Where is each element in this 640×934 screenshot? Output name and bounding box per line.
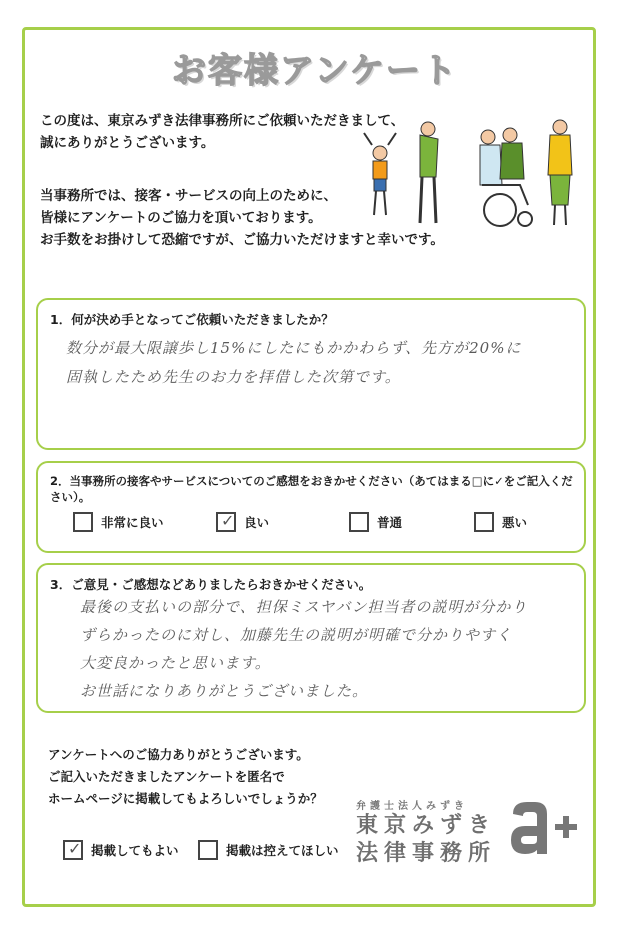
checkbox-checked[interactable] [216, 512, 236, 532]
question-1-answer-line: 固執したため先生のお力を拝借した次第です。 [66, 368, 401, 386]
rating-option-label: 悪い [502, 515, 528, 530]
checkbox[interactable] [349, 512, 369, 532]
rating-option-very-good[interactable] [73, 512, 164, 532]
publish-option-label: 掲載してもよい [91, 843, 179, 858]
publish-option-label: 掲載は控えてほしい [226, 843, 339, 858]
survey-title: お客様アンケート [172, 51, 458, 91]
closing-line: ご記入いただきましたアンケートを匿名で [48, 769, 285, 784]
intro-line: この度は、東京みずき法律事務所にご依頼いただきまして、 [40, 113, 405, 129]
staff-and-customers-illustration [350, 115, 590, 235]
question-3-answer-line: 大変良かったと思います。 [80, 654, 271, 672]
checkbox[interactable] [474, 512, 494, 532]
firm-name-line: 法律事務所 [356, 841, 497, 866]
rating-option-label: 普通 [377, 515, 403, 530]
publish-option-decline[interactable] [198, 840, 339, 860]
checkbox[interactable] [198, 840, 218, 860]
question-2-box [36, 461, 586, 553]
question-3-answer-line: お世話になりありがとうございました。 [80, 682, 369, 700]
rating-option-average[interactable] [349, 512, 402, 532]
intro-line: お手数をお掛けして恐縮ですが、ご協力いただけますと幸いです。 [40, 232, 444, 248]
bowing-staff-icon [420, 122, 438, 223]
question-1-label: 1．何が決め手となってご依頼いただきましたか？ [50, 312, 334, 327]
rating-option-label: 良い [244, 515, 270, 530]
question-1-answer-line: 数分が最大限譲歩し15%にしたにもかかわらず、先方が20%に [66, 339, 522, 357]
firm-name-line: 東京みずき [356, 813, 497, 838]
checkbox[interactable] [73, 512, 93, 532]
firm-logo-mark-icon [505, 796, 585, 860]
closing-text [48, 744, 323, 810]
rating-option-label: 非常に良い [101, 515, 164, 530]
closing-line: アンケートへのご協力ありがとうございます。 [48, 747, 309, 762]
intro-line: 誠にありがとうございます。 [40, 135, 215, 151]
checkbox-checked[interactable] [63, 840, 83, 860]
publish-option-allow[interactable] [63, 840, 179, 860]
woman-staff-icon [548, 120, 572, 225]
question-3-answer-line: ずらかったのに対し、加藤先生の説明が明確で分かりやすく [80, 626, 513, 644]
intro-line: 皆様にアンケートのご協力を頂いております。 [40, 210, 322, 226]
rating-option-bad[interactable] [474, 512, 527, 532]
boy-figure-icon [364, 133, 396, 215]
question-3-answer-line: 最後の支払いの部分で、担保ミスヤバン担当者の説明が分かり [80, 598, 528, 616]
closing-line: ホームページに掲載してもよろしいでしょうか？ [48, 791, 323, 806]
question-3-label: 3．ご意見・ご感想などありましたらおきかせください。 [50, 577, 372, 592]
firm-legal-type: 弁護士法人みずき [356, 801, 468, 812]
rating-option-good[interactable] [216, 512, 269, 532]
wheelchair-group-icon [480, 128, 532, 226]
checkmark-icon: ✓ [68, 839, 82, 858]
intro-line: 当事務所では、接客・サービスの向上のために、 [40, 188, 337, 204]
question-2-label: 2．当事務所の接客やサービスについてのご感想をおきかせください（あてはまる□に✓をご記入ください）。 [50, 474, 573, 504]
checkmark-icon: ✓ [221, 511, 235, 530]
